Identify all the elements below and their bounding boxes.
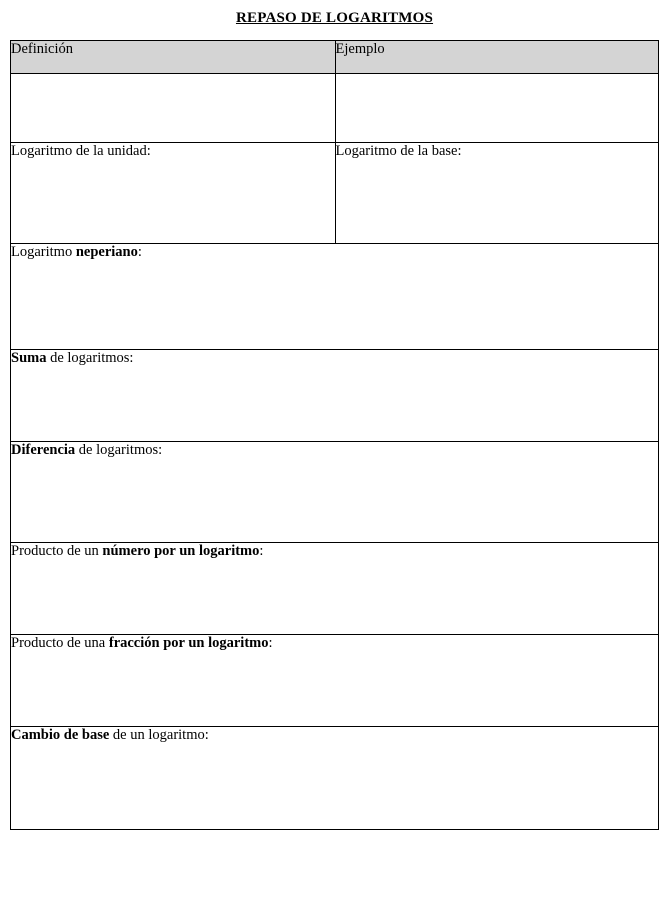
example-text: Logaritmo de la base:: [335, 143, 462, 159]
definition-cell-full: [11, 635, 659, 727]
definition-text: [11, 635, 658, 652]
definition-cell-full: [11, 442, 659, 543]
definition-cell-full: [11, 727, 659, 830]
text-bold: Cambio de base: [11, 727, 110, 743]
text-bold: neperiano: [75, 244, 138, 260]
text-prefix: Producto de un: [11, 543, 103, 559]
example-cell: [335, 143, 659, 244]
text-bold: Diferencia: [11, 442, 76, 458]
definition-cell-full: [11, 244, 659, 350]
text-bold: Suma: [11, 350, 47, 366]
column-header-definicion: Definición: [11, 41, 336, 74]
table-row: [11, 442, 659, 543]
table-row: [11, 727, 659, 830]
text-prefix: Producto de una: [11, 635, 109, 651]
table-row: [11, 74, 659, 143]
table-row: [11, 635, 659, 727]
definition-text: [11, 244, 658, 261]
definition-cell: [11, 143, 336, 244]
definition-text: [11, 727, 658, 744]
definition-text: [11, 543, 658, 560]
text-prefix: Logaritmo: [11, 244, 76, 260]
definition-text: [11, 350, 658, 367]
example-cell: [335, 74, 659, 143]
column-header-ejemplo: Ejemplo: [335, 41, 659, 74]
text-bold: fracción por un logaritmo: [108, 635, 269, 651]
table-header-row: [11, 41, 659, 74]
definition-text: Logaritmo de la unidad:: [11, 143, 151, 159]
logarithms-review-table: [10, 40, 659, 830]
definition-text: [11, 442, 658, 459]
text-suffix: de logaritmos:: [75, 442, 163, 458]
table-row: [11, 350, 659, 442]
table-row: [11, 244, 659, 350]
text-suffix: de un logaritmo:: [109, 727, 209, 743]
page-title: REPASO DE LOGARITMOS: [235, 10, 434, 26]
definition-cell-full: [11, 350, 659, 442]
text-suffix: :: [137, 244, 142, 260]
definition-cell: [11, 74, 336, 143]
text-suffix: :: [268, 635, 273, 651]
document-page: [0, 9, 669, 917]
text-suffix: :: [259, 543, 264, 559]
table-row: [11, 143, 659, 244]
text-suffix: de logaritmos:: [46, 350, 134, 366]
table-row: [11, 543, 659, 635]
text-bold: número por un logaritmo: [102, 543, 260, 559]
definition-cell-full: [11, 543, 659, 635]
